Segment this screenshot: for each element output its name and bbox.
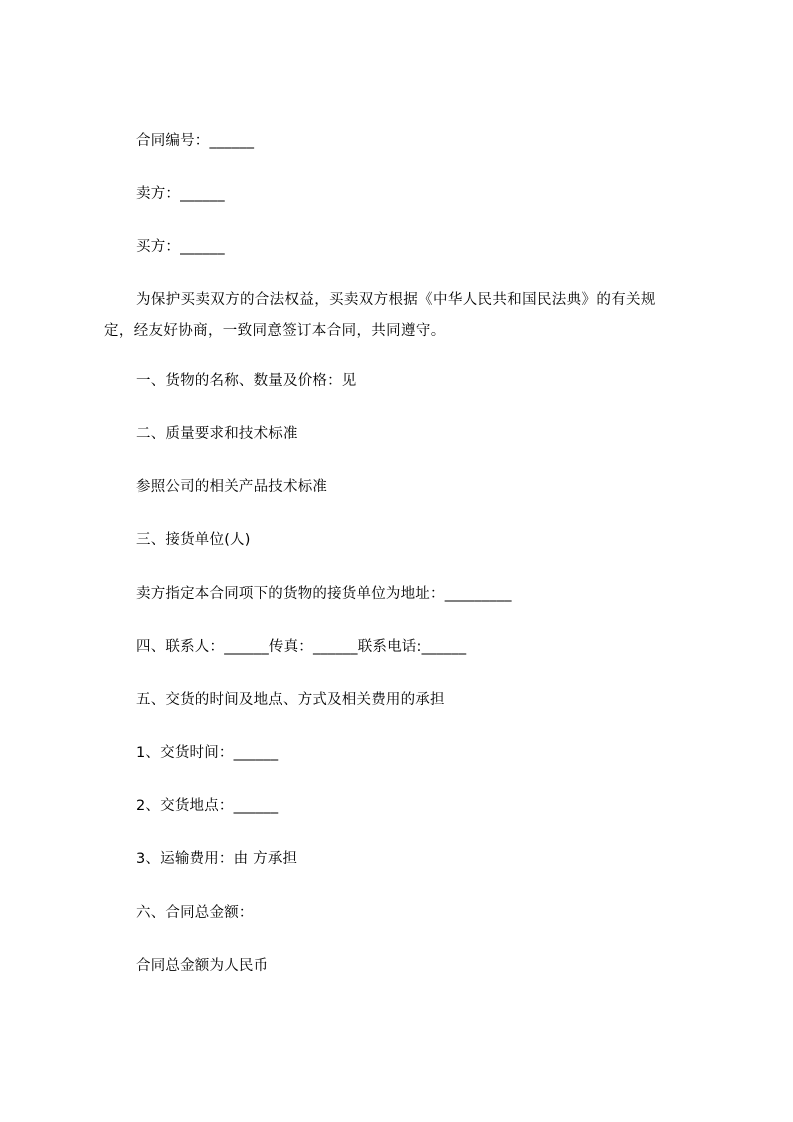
intro-line-1: 为保护买卖双方的合法权益，买卖双方根据《中华人民共和国民法典》的有关规	[136, 292, 656, 308]
buyer-line: 买方：______	[136, 239, 225, 255]
section-3-heading: 三、接货单位(人)	[136, 532, 251, 548]
intro-line-2: 定，经友好协商，一致同意签订本合同，共同遵守。	[104, 323, 446, 339]
section-5-heading: 五、交货的时间及地点、方式及相关费用的承担	[136, 692, 445, 708]
seller-line: 卖方：______	[136, 186, 225, 202]
section-5-item-3: 3、运输费用：由 方承担	[136, 851, 298, 867]
section-2-heading: 二、质量要求和技术标准	[136, 426, 298, 442]
section-3-text: 卖方指定本合同项下的货物的接货单位为地址：_________	[136, 586, 512, 602]
section-5-item-2: 2、交货地点：______	[136, 798, 279, 814]
intro-paragraph	[104, 290, 704, 341]
contract-number-line: 合同编号：______	[136, 133, 255, 149]
section-6-heading: 六、合同总金额：	[136, 905, 254, 921]
section-1-heading: 一、货物的名称、数量及价格：见	[136, 373, 357, 389]
section-4-contacts: 四、联系人：______传真：______联系电话:______	[136, 639, 467, 655]
section-6-text: 合同总金额为人民币	[136, 958, 269, 974]
section-2-text: 参照公司的相关产品技术标准	[136, 479, 328, 495]
section-5-item-1: 1、交货时间：______	[136, 745, 279, 761]
